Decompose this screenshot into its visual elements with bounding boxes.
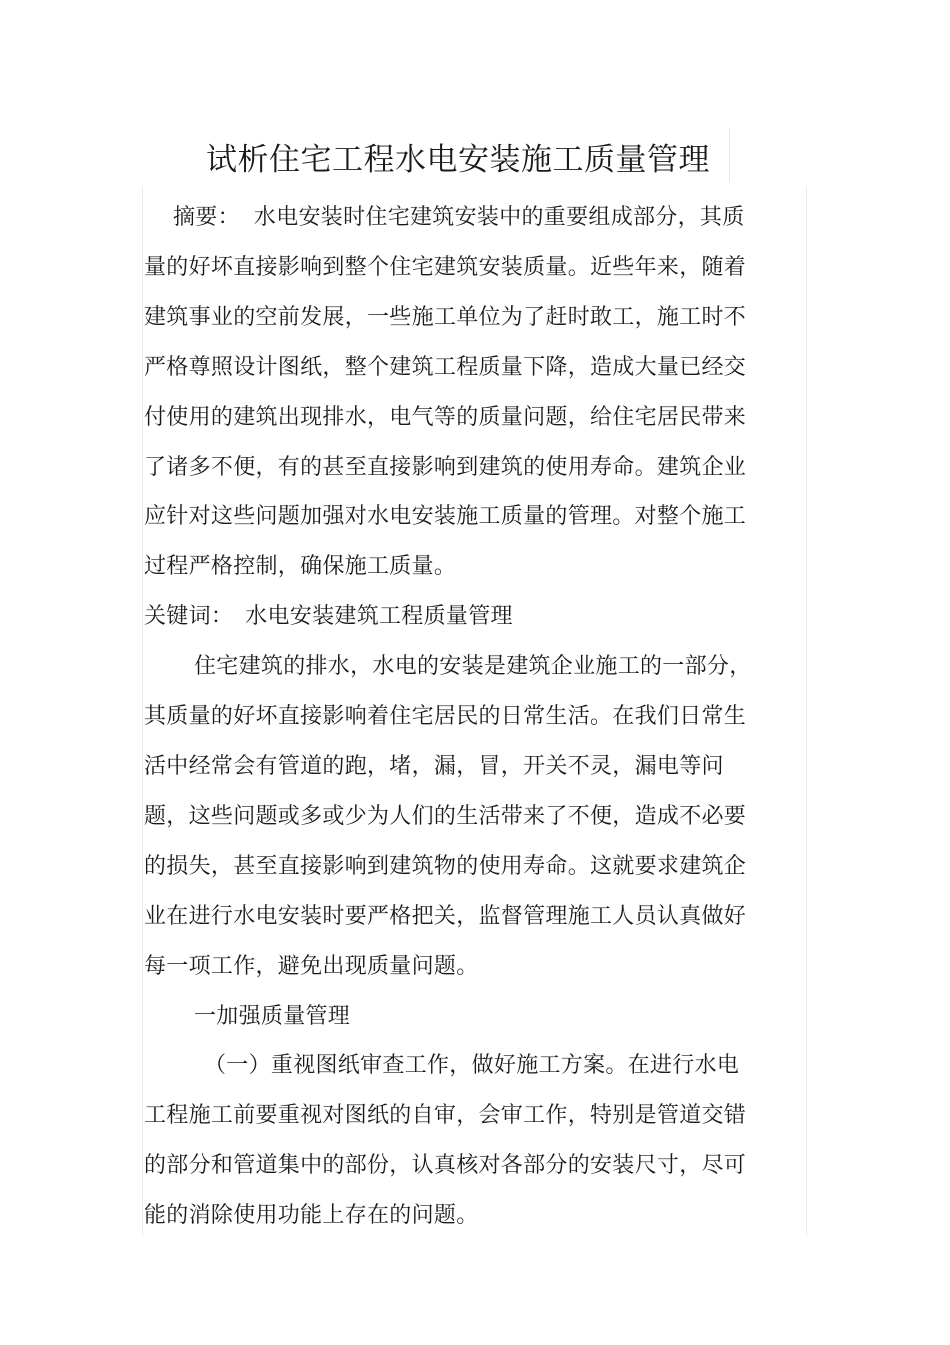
subsection-paragraph: （一）重视图纸审查工作，做好施工方案。在进行水电工程施工前要重视对图纸的自审，会审工作，特别是管道交错的部分和管道集中的部份，认真核对各部分的安装尺寸，尽可能的消除使用功能上存在的问题。: [144, 1053, 747, 1229]
keywords-line: [144, 592, 756, 642]
section-heading: 一加强质量管理: [194, 1003, 351, 1029]
keywords-label: 关键词：: [144, 604, 234, 630]
abstract-label: 摘要：: [173, 205, 240, 230]
abstract-text: 水电安装时住宅建筑安装中的重要组成部分，其质量的好坏直接影响到整个住宅建筑安装质量。近些年来，随着建筑事业的空前发展，一些施工单位为了赶时敢工，施工时不严格尊照设计图纸，整个建筑工程质量下降，造成大量已经交付使用的建筑出现排水，电气等的质量问题，给住宅居民带来了诸多不便，有的甚至直接影响到建筑的使用寿命。建筑企业应针对这些问题加强对水电安装施工质量的管理。对整个施工过程严格控制，确保施工质量。: [144, 205, 747, 580]
intro-paragraph: 住宅建筑的排水，水电的安装是建筑企业施工的一部分，其质量的好坏直接影响着住宅居民的日常生活。在我们日常生活中经常会有管道的跑，堵，漏，冒，开关不灵，漏电等问题，这些问题或多或少为人们的生活带来了不便，造成不必要的损失，甚至直接影响到建筑物的使用寿命。这就要求建筑企业在进行水电安装时要严格把关，监督管理施工人员认真做好每一项工作，避免出现质量问题。: [144, 654, 752, 979]
document-body: [144, 193, 756, 1241]
abstract-paragraph: [144, 193, 756, 592]
keywords-text: 水电安装建筑工程质量管理: [245, 604, 513, 630]
document-title: 试析住宅工程水电安装施工质量管理: [206, 142, 710, 178]
right-margin-rule: [806, 186, 807, 1236]
left-margin-rule: [142, 186, 143, 1236]
